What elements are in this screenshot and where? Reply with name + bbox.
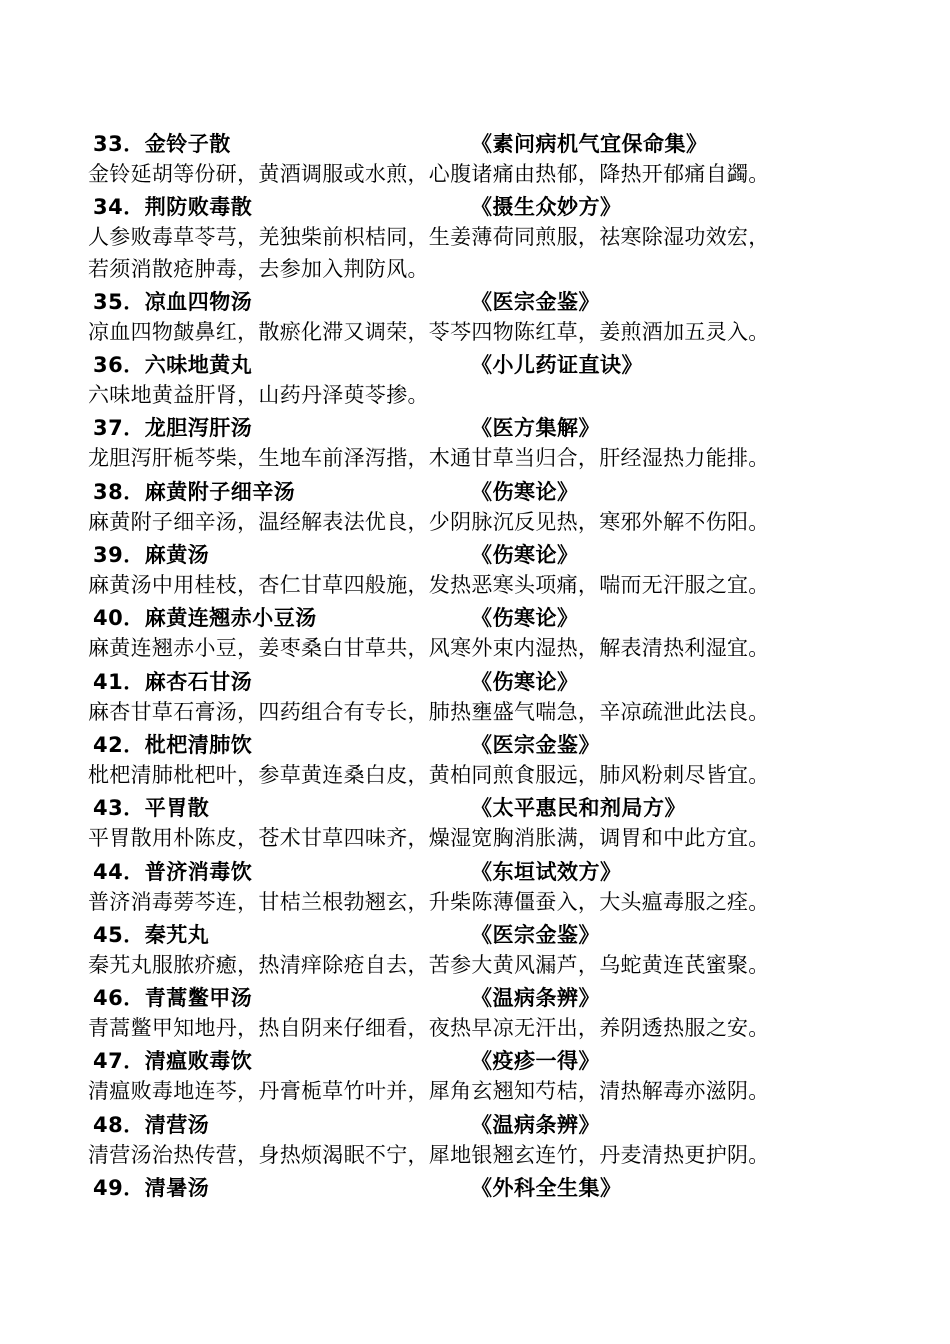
formula-source: 《伤寒论》: [471, 606, 579, 631]
formula-verse: 青蒿鳖甲知地丹，热自阴来仔细看，夜热早凉无汗出，养阴透热服之安。: [88, 1016, 770, 1041]
formula-title: 38．麻黄附子细辛汤: [93, 479, 296, 504]
formula-source: 《医宗金鉴》: [471, 289, 600, 314]
formula-title: 42．枇杷清肺饮: [93, 732, 253, 757]
formula-entry: [88, 791, 868, 854]
formula-verse: 六味地黄益肝肾，山药丹泽萸苓掺。: [88, 383, 429, 408]
formula-title: 48．清营汤: [93, 1112, 210, 1137]
formula-heading: [88, 665, 868, 697]
formula-heading: [88, 127, 868, 159]
formula-title: 46．青蒿鳖甲汤: [93, 986, 253, 1011]
formula-source: 《温病条辨》: [471, 986, 600, 1011]
formula-verse: 枇杷清肺枇杷叶，参草黄连桑白皮，黄柏同煎食服远，肺风粉刺尽皆宜。: [88, 762, 770, 787]
formula-verse: 若须消散疮肿毒，去参加入荆防风。: [88, 256, 429, 281]
formula-entry: [88, 601, 868, 664]
formula-source: 《摄生众妙方》: [471, 195, 622, 220]
formula-source: 《伤寒论》: [471, 543, 579, 568]
formula-title: 35．凉血四物汤: [93, 289, 253, 314]
formula-entry: [88, 190, 868, 285]
formula-source: 《医方集解》: [471, 416, 600, 441]
formula-verse: 麻杏甘草石膏汤，四药组合有专长，肺热壅盛气喘急，辛凉疏泄此法良。: [88, 699, 770, 724]
formula-title: 45．秦艽丸: [93, 922, 210, 947]
formula-entry: [88, 127, 868, 190]
formula-title: 43．平胃散: [93, 796, 210, 821]
formula-entry: [88, 728, 868, 791]
formula-title: 40．麻黄连翘赤小豆汤: [93, 606, 317, 631]
formula-source: 《太平惠民和剂局方》: [471, 796, 686, 821]
formula-heading: [88, 538, 868, 570]
formula-heading: [88, 190, 868, 222]
formula-verse: 人参败毒草苓芎，羌独柴前枳桔同，生姜薄荷同煎服，祛寒除湿功效宏，: [88, 225, 770, 250]
formula-title: 33．金铃子散: [93, 132, 231, 156]
formula-verse: 麻黄汤中用桂枝，杏仁甘草四般施，发热恶寒头项痛，喘而无汗服之宜。: [88, 573, 770, 598]
formula-heading: [88, 1044, 868, 1076]
formula-title: 36．六味地黄丸: [93, 353, 253, 378]
formula-entry: [88, 918, 868, 981]
formula-entry: [88, 285, 868, 348]
formula-document: [88, 127, 868, 1203]
formula-title: 41．麻杏石甘汤: [93, 669, 253, 694]
formula-title: 37．龙胆泻肝汤: [93, 416, 253, 441]
formula-verse: 龙胆泻肝栀芩柴，生地车前泽泻揩，木通甘草当归合，肝经湿热力能排。: [88, 446, 770, 471]
formula-verse: 麻黄连翘赤小豆，姜枣桑白甘草共，风寒外束内湿热，解表清热利湿宜。: [88, 636, 770, 661]
formula-heading: [88, 285, 868, 317]
formula-heading: [88, 791, 868, 823]
formula-heading: [88, 411, 868, 443]
formula-verse: 凉血四物皶鼻红，散瘀化滞又调荣，苓芩四物陈红草，姜煎酒加五灵入。: [88, 319, 770, 344]
formula-source: 《伤寒论》: [471, 479, 579, 504]
formula-source: 《疫疹一得》: [471, 1049, 600, 1074]
formula-entry: [88, 538, 868, 601]
formula-heading: [88, 1171, 868, 1203]
formula-entry: [88, 665, 868, 728]
formula-verse: 清营汤治热传营，身热烦渴眠不宁，犀地银翘玄连竹，丹麦清热更护阴。: [88, 1142, 770, 1167]
formula-entry: [88, 1108, 868, 1171]
formula-title: 49．清暑汤: [93, 1176, 210, 1201]
formula-entry: [88, 1171, 868, 1203]
formula-title: 34．荆防败毒散: [93, 195, 253, 220]
formula-source: 《外科全生集》: [471, 1176, 622, 1201]
formula-verse: 秦艽丸服脓疥癒，热清痒除疮自去，苦参大黄风漏芦，乌蛇黄连芪蜜聚。: [88, 952, 770, 977]
formula-source: 《小儿药证直诀》: [471, 353, 643, 378]
formula-heading: [88, 1108, 868, 1140]
formula-source: 《伤寒论》: [471, 669, 579, 694]
formula-verse: 麻黄附子细辛汤，温经解表法优良，少阴脉沉反见热，寒邪外解不伤阳。: [88, 509, 770, 534]
formula-title: 39．麻黄汤: [93, 543, 210, 568]
formula-title: 44．普济消毒饮: [93, 859, 253, 884]
formula-heading: [88, 475, 868, 507]
formula-source: 《东垣试效方》: [471, 859, 622, 884]
formula-entry: [88, 348, 868, 411]
formula-heading: [88, 601, 868, 633]
formula-heading: [88, 348, 868, 380]
formula-heading: [88, 855, 868, 887]
formula-source: 《温病条辨》: [471, 1112, 600, 1137]
formula-heading: [88, 728, 868, 760]
formula-entry: [88, 855, 868, 918]
formula-entry: [88, 475, 868, 538]
formula-entry: [88, 1044, 868, 1107]
formula-verse: 普济消毒蒡芩连，甘桔兰根勃翘玄，升柴陈薄僵蚕入，大头瘟毒服之痊。: [88, 889, 770, 914]
formula-verse: 清瘟败毒地连芩，丹膏栀草竹叶并，犀角玄翘知芍桔，清热解毒亦滋阴。: [88, 1079, 770, 1104]
formula-title: 47．清瘟败毒饮: [93, 1049, 253, 1074]
formula-entry: [88, 411, 868, 474]
formula-verse: 金铃延胡等份研，黄酒调服或水煎，心腹诸痛由热郁，降热开郁痛自蠲。: [88, 162, 770, 186]
formula-verse: 平胃散用朴陈皮，苍术甘草四味齐，燥湿宽胸消胀满，调胃和中此方宜。: [88, 826, 770, 851]
formula-entry: [88, 981, 868, 1044]
formula-source: 《医宗金鉴》: [471, 732, 600, 757]
formula-source: 《医宗金鉴》: [471, 922, 600, 947]
formula-heading: [88, 918, 868, 950]
formula-source: 《素问病机气宜保命集》: [471, 132, 708, 156]
formula-heading: [88, 981, 868, 1013]
